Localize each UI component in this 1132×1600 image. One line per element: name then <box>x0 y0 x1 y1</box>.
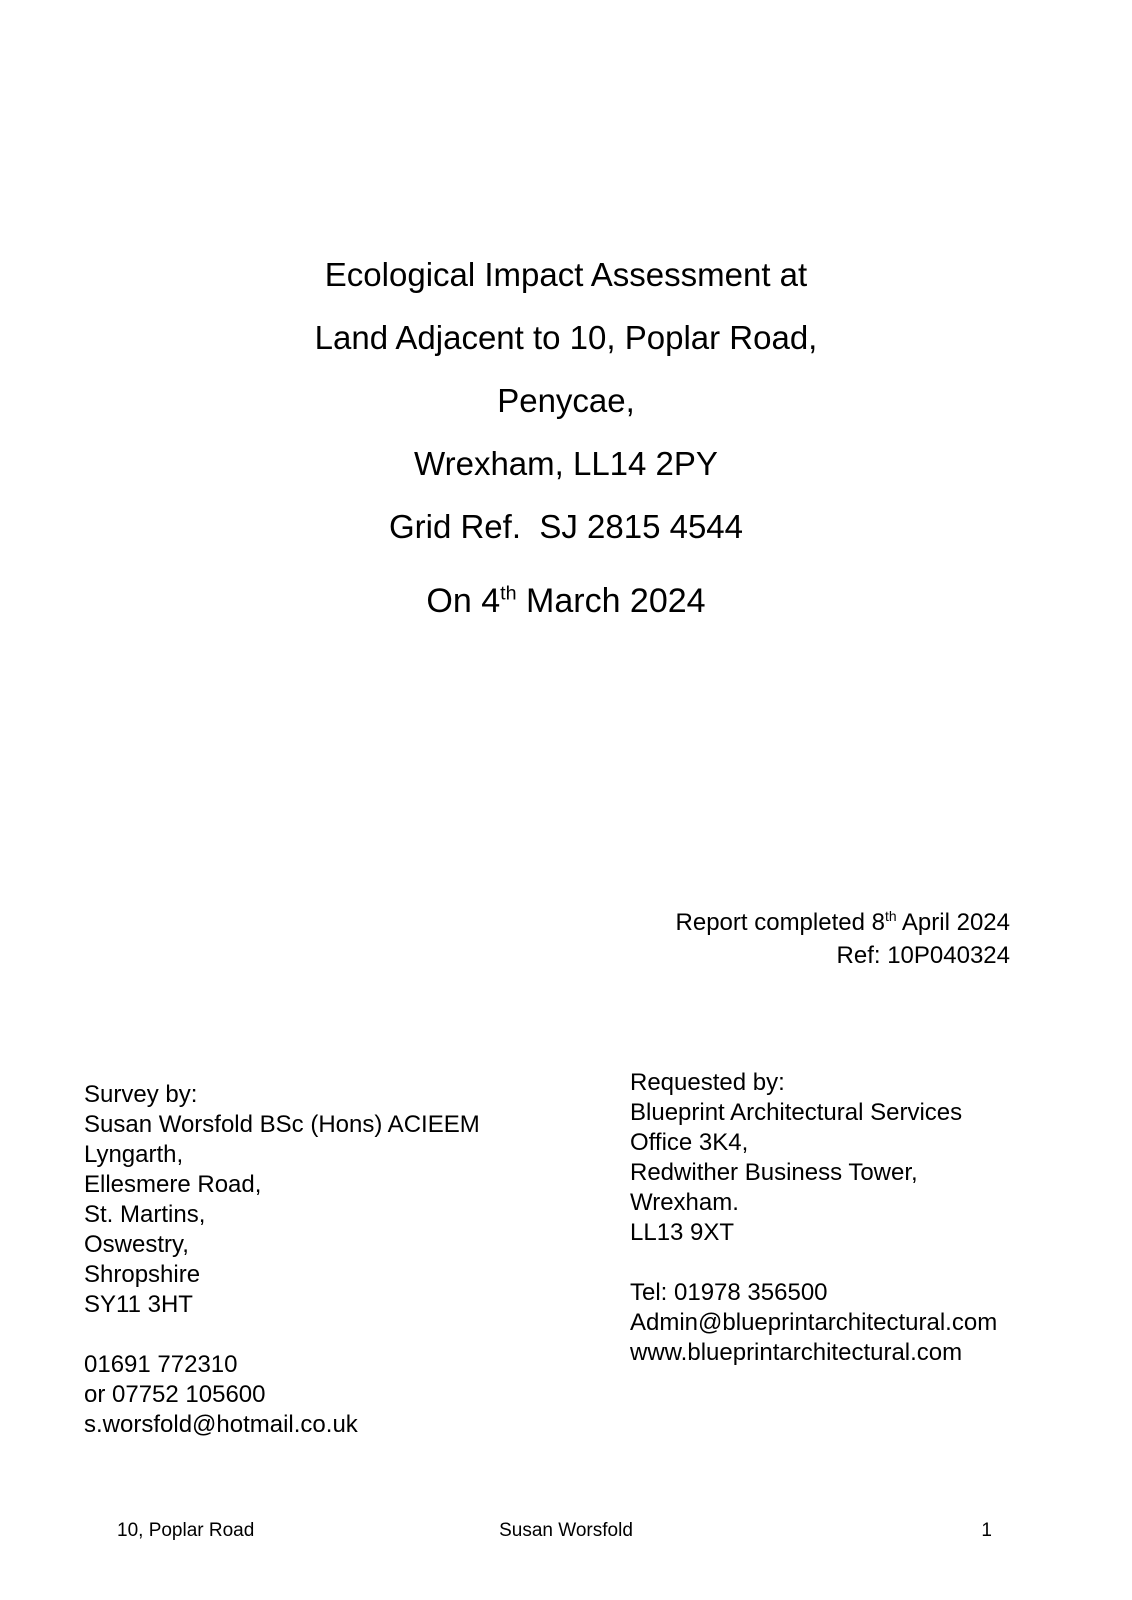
report-info-block <box>676 906 1010 972</box>
survey-by-phone: 01691 772310 <box>84 1351 238 1378</box>
requested-by-email: Admin@blueprintarchitectural.com <box>630 1309 998 1336</box>
survey-by-phone-alt: or 07752 105600 <box>84 1381 266 1408</box>
requested-by-address-line: Redwither Business Tower, <box>630 1159 918 1186</box>
title-date-line <box>0 570 1132 633</box>
title-line-3: Penycae, <box>497 382 635 419</box>
survey-by-address-line: St. Martins, <box>84 1201 206 1228</box>
title-date-pre: On 4 <box>426 582 501 620</box>
survey-by-address-line: Oswestry, <box>84 1231 189 1258</box>
requested-by-address-line: Wrexham. <box>630 1189 739 1216</box>
spacer <box>630 1248 997 1278</box>
footer-site-name: 10, Poplar Road <box>117 1520 255 1541</box>
survey-by-email: s.worsfold@hotmail.co.uk <box>84 1411 358 1438</box>
report-completed-post: April 2024 <box>896 909 1010 936</box>
report-completed-pre: Report completed 8 <box>675 909 885 936</box>
footer-page-number: 1 <box>981 1520 992 1541</box>
survey-by-section <box>84 1080 480 1440</box>
requested-by-postcode: LL13 9XT <box>630 1219 735 1246</box>
requested-by-website: www.blueprintarchitectural.com <box>630 1339 963 1366</box>
title-date-superscript: th <box>500 582 517 605</box>
survey-by-address-line: Ellesmere Road, <box>84 1171 262 1198</box>
title-line-4: Wrexham, LL14 2PY <box>414 445 718 482</box>
report-completed-line <box>676 906 1010 939</box>
footer-author: Susan Worsfold <box>499 1520 633 1541</box>
requested-by-company: Blueprint Architectural Services <box>630 1099 963 1126</box>
survey-by-address-line: Shropshire <box>84 1261 201 1288</box>
title-block <box>0 243 1132 633</box>
survey-by-heading: Survey by: <box>84 1081 198 1108</box>
requested-by-address-line: Office 3K4, <box>630 1129 749 1156</box>
title-date-post: March 2024 <box>516 582 706 620</box>
report-ref-line: Ref: 10P040324 <box>836 942 1010 969</box>
contact-columns <box>0 1068 1132 1448</box>
survey-by-postcode: SY11 3HT <box>84 1291 193 1318</box>
title-line-1: Ecological Impact Assessment at <box>324 256 808 293</box>
requested-by-phone: Tel: 01978 356500 <box>630 1279 828 1306</box>
report-completed-superscript: th <box>884 908 897 924</box>
survey-by-name: Susan Worsfold BSc (Hons) ACIEEM <box>84 1111 480 1138</box>
requested-by-section <box>630 1068 997 1368</box>
title-line-grid-ref: Grid Ref. SJ 2815 4544 <box>388 508 744 545</box>
requested-by-heading: Requested by: <box>630 1069 785 1096</box>
spacer <box>84 1320 480 1350</box>
title-line-2: Land Adjacent to 10, Poplar Road, <box>314 319 818 356</box>
survey-by-address-line: Lyngarth, <box>84 1141 184 1168</box>
